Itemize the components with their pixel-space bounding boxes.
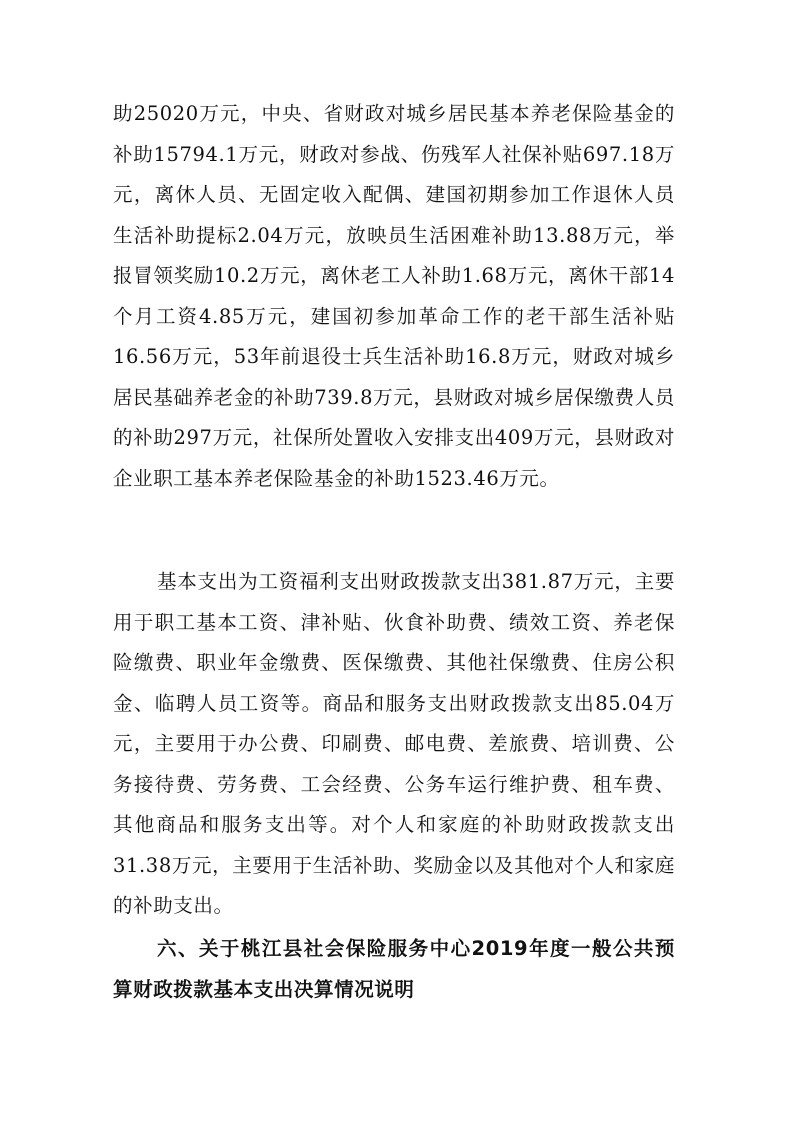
- body-paragraph-continued: 助25020万元，中央、省财政对城乡居民基本养老保险基金的补助15794.1万元，财政对参战、伤残军人社保补贴697.18万元，离休人员、无固定收入配偶、建国初期参加工作退休人员生活补助提标2.04万元，放映员生活困难补助13.88万元，举报冒领奖励10.2万元，离休老工人补助1.68万元，离休干部14个月工资4.85万元，建国初参加革命工作的老干部生活补贴16.56万元，53年前退役士兵生活补助16.8万元，财政对城乡居民基础养老金的补助739.8万元，县财政对城乡居保缴费人员的补助297万元，社保所处置收入安排支出409万元，县财政对企业职工基本养老保险基金的补助1523.46万元。: [113, 102, 675, 490]
- section-heading: 六、关于桃江县社会保险服务中心2019年度一般公共预算财政拨款基本支出决算情况说明: [113, 937, 675, 1001]
- body-paragraph-basic-expenditure: 基本支出为工资福利支出财政拨款支出381.87万元，主要用于职工基本工资、津补贴、伙食补助费、绩效工资、养老保险缴费、职业年金缴费、医保缴费、其他社保缴费、住房公积金、临聘人员工资等。商品和服务支出财政拨款支出85.04万元，主要用于办公费、印刷费、邮电费、差旅费、培训费、公务接待费、劳务费、工会经费、公务车运行维护费、租车费、其他商品和服务支出等。对个人和家庭的补助财政拨款支出31.38万元，主要用于生活补助、奖励金以及其他对个人和家庭的补助支出。: [113, 570, 675, 917]
